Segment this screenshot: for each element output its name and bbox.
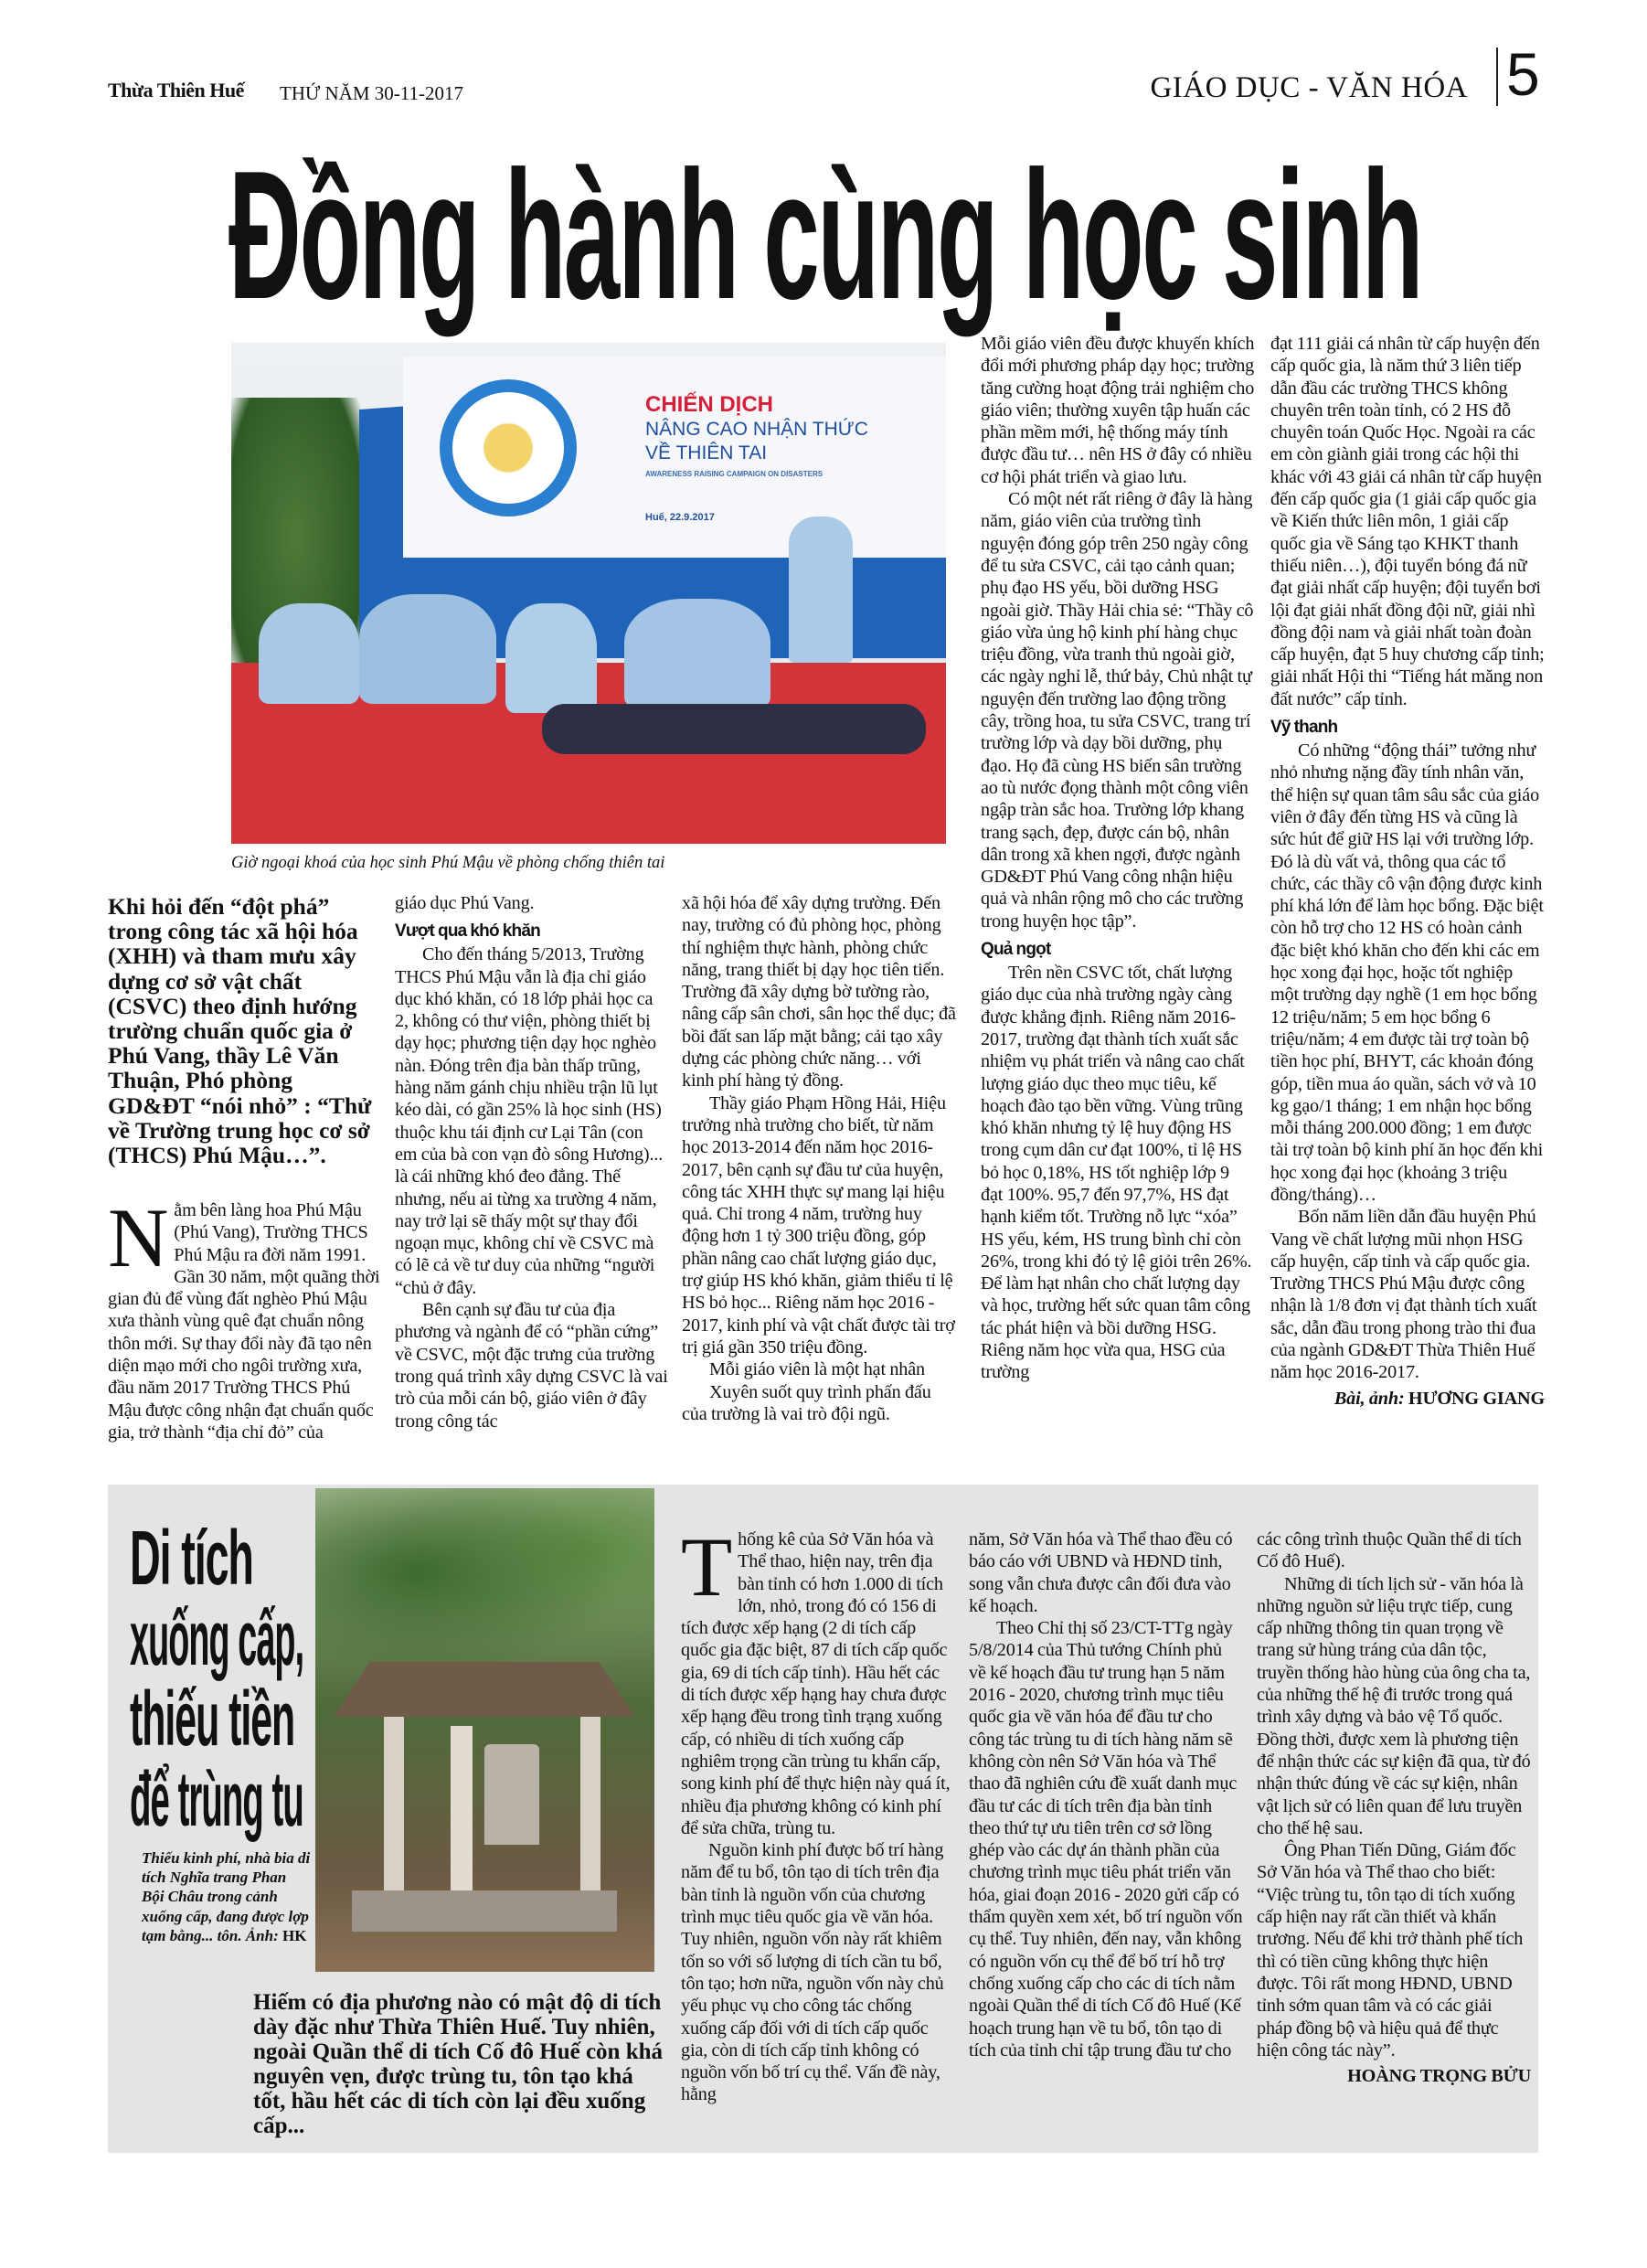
paragraph (682, 1358, 956, 1380)
paragraph (981, 488, 1255, 932)
paragraph (1270, 740, 1545, 1206)
paragraph-text: Bên cạnh sự đầu tư của địa phương và ngành để có “phần cứng” về CSVC, một đặc trưng của trường trong quá trình xây dựng CSVC là vai trò của mỗi cán bộ, giáo viên ở đây trong công tác (395, 1300, 668, 1432)
paragraph (981, 333, 1255, 488)
byline (1257, 2065, 1531, 2087)
paragraph-text: ằm bên làng hoa Phú Mậu (Phú Vang), Trường THCS Phú Mậu ra đời năm 1991. Gần 30 năm, một quãng thời gian đủ để vùng đất nghèo Phú Mậu xưa thành vùng quê đạt chuẩn nông thôn mới. Sự thay đổi này đã tạo nên diện mạo mới cho ngôi trường xưa, đầu năm 2017 Trường THCS Phú Mậu được công nhận đạt chuẩn quốc gia, trở thành “địa chỉ đỏ” của (108, 1200, 380, 1443)
byline (1270, 1388, 1545, 1410)
paragraph-text: Theo Chỉ thị số 23/CT-TTg ngày 5/8/2014 của Thủ tướng Chính phủ về kế hoạch đầu tư trung hạn 5 năm 2016 - 2020, chương trình mục tiêu quốc gia về văn hóa để đầu tư cho công tác trùng tu di tích hàng năm sẽ không còn nên Sở Văn hóa và Thể thao đã nghiên cứu đề xuất danh mục đầu tư các di tích trên địa bàn tỉnh theo thứ tự ưu tiên trên cơ sở lồng ghép vào các dự án thành phần của chương trình mục tiêu phát triển văn hóa, giai đoạn 2016 - 2020 gửi cấp có thẩm quyền xem xét, bố trí nguồn vốn cụ thể. Tuy nhiên, đến nay, vẫn không có nguồn vốn cụ thể để bố trí hỗ trợ chống xuống cấp cho các di tích nằm ngoài Quần thể di tích Cố đô Huế (Kế hoạch trung hạn về tu bổ, tôn tạo di tích của tỉnh chỉ tập trung đầu tư cho (969, 1618, 1243, 2060)
drop-cap: N (108, 1191, 169, 1284)
section-title: GIÁO DỤC - VĂN HÓA (1150, 71, 1468, 104)
paragraph-text: Cho đến tháng 5/2013, Trường THCS Phú Mậu vẫn là địa chỉ giáo dục khó khăn, có 18 lớp phải học ca 2, không có thư viện, phòng thiết bị dạy học; phương tiện dạy học nghèo nàn. Đóng trên địa bàn thấp trũng, hàng năm gánh chịu nhiều trận lũ lụt kéo dài, có gần 25% là học sinh (HS) thuộc khu tái định cư Lại Tân (con em của bà con vạn đò sông Hương)... là cái những khó đeo đẳng. Thế nhưng, nếu ai từng xa trường 4 năm, nay trở lại sẽ thấy một sự thay đổi ngoạn mục, không chỉ về CSVC mà có lẽ cả về tư duy của những “người “chủ ở đây. (395, 944, 664, 1298)
paragraph (1257, 1528, 1531, 1573)
article-lead: Khi hỏi đến “đột phá” trong công tác xã hội hóa (XHH) và tham mưu xây dựng cơ sở vật chất (CSVC) theo định hướng trường chuẩn quốc gia ở Phú Vang, thầy Lê Văn Thuận, Phó phòng GD&ĐT “nói nhỏ” : “Thử về Trường trung học cơ sở (THCS) Phú Mậu…”. (108, 893, 372, 1169)
paragraph (682, 1092, 956, 1359)
photo-banner-title: CHIẾN DỊCH (645, 392, 774, 417)
paragraph (682, 1381, 956, 1426)
paragraph (395, 943, 669, 1299)
article-column (395, 892, 669, 1432)
issue-date: THỨ NĂM 30-11-2017 (280, 82, 463, 104)
paragraph-text: Bốn năm liền dẫn đầu huyện Phú Vang về chất lượng mũi nhọn HSG cấp huyện, cấp tỉnh và cấp quốc gia. Trường THCS Phú Mậu được công nhận là 1/8 đơn vị đạt thành tích xuất sắc, dẫn đầu trong phong trào thi đua của ngành GD&ĐT Thừa Thiên Huế năm học 2016-2017. (1270, 1207, 1537, 1383)
paragraph-text: Có những “động thái” tưởng như nhỏ nhưng nặng đầy tính nhân văn, thể hiện sự quan tâm sâu sắc của giáo viên ở đây đến từng HS và cũng là sức hút để giữ HS lại với trường lớp. Đó là dù vất vả, thông qua các tổ chức, các thầy cô vận động được kinh phí khá lớn để làm học bổng. Đặc biệt còn hỗ trợ cho 12 HS có hoàn cảnh đặc biệt khó khăn cho đến khi các em học xong đại học, hoặc tốt nghiệp một trường dạy nghề (1 em học bổng 12 triệu/năm; 5 em học bổng 6 triệu/năm; 4 em được tài trợ toàn bộ tiền học phí, BHYT, các khoản đóng góp, tiền mua áo quần, sách vở và 10 kg gạo/1 tháng; 1 em nhận học bổng mỗi tháng 200.000 đồng; 1 em được tài trợ toàn bộ kinh phí ăn học đến khi học xong đại học (khoảng 3 triệu đồng/tháng)… (1270, 740, 1544, 1205)
paragraph (108, 1191, 382, 1443)
article-lead: Hiếm có địa phương nào có mật độ di tích dày đặc như Thừa Thiên Huế. Tuy nhiên, ngoài Quần thể di tích Cố đô Huế còn khá nguyên vẹn, được trùng tu, tôn tạo khá tốt, hầu hết các di tích còn lại đều xuống cấp... (253, 1990, 664, 2138)
photo-banner-date: Huế, 22.9.2017 (645, 512, 715, 523)
byline-author: HƯƠNG GIANG (1408, 1388, 1545, 1409)
article-column (1270, 333, 1545, 1410)
paragraph-text: Nguồn kinh phí được bố trí hàng năm để tu bổ, tôn tạo di tích trên địa bàn tỉnh là nguồn vốn của chương trình mục tiêu quốc gia về văn hóa. Tuy nhiên, nguồn vốn này rất khiêm tốn so với số lượng di tích cần tu bổ, tôn tạo; hơn nữa, nguồn vốn này chủ yếu phục vụ cho công tác chống xuống cấp đối với di tích cấp quốc gia, còn di tích cấp tỉnh không có nguồn vốn bố trí cụ thể. Vấn đề này, hằng (681, 1840, 944, 2105)
photo-banner-panel (403, 357, 946, 558)
paragraph-text: hống kê của Sở Văn hóa và Thể thao, hiện nay, trên địa bàn tỉnh có hơn 1.000 di tích lớn, nhỏ, trong đó có 156 di tích được xếp hạng (2 di tích cấp quốc gia đặc biệt, 87 di tích cấp quốc gia, 69 di tích cấp tỉnh). Hầu hết các di tích được xếp hạng hay chưa được xếp hạng đều trong tình trạng xuống cấp, có nhiều di tích xuống cấp nghiêm trọng cần trùng tu khẩn cấp, song kinh phí để thực hiện này quá ít, nhiều địa phương không có kinh phí để sửa chữa, trùng tu. (681, 1529, 951, 1838)
photo-student-lying (542, 704, 926, 754)
photo-pillar (451, 1726, 473, 1918)
photo-student (359, 594, 496, 704)
divider (1496, 48, 1498, 106)
photo-banner-english: AWARENESS RAISING CAMPAIGN ON DISASTERS (645, 470, 824, 478)
paragraph-text: giáo dục Phú Vang. (395, 893, 535, 913)
page-number: 5 (1506, 40, 1540, 108)
photo-platform (352, 1890, 617, 1932)
article-column (981, 333, 1255, 1384)
article-headline-line: xuống cấp, (130, 1595, 304, 1681)
photo-pillar (384, 1717, 404, 1900)
photo-banner-wheel (440, 379, 577, 516)
paragraph-text: Có một nét rất riêng ở đây là hàng năm, giáo viên của trường tình nguyện đóng góp trên 250 ngày công để tu sửa CSVC, cải tạo cảnh quan; phụ đạo HS yếu, bồi dưỡng HSG ngoài giờ. Thầy Hải chia sẻ: “Thầy cô giáo vừa ủng hộ kinh phí hàng chục triệu đồng, vừa tranh thủ ngoài giờ, các ngày nghỉ lễ, thứ bảy, Chủ nhật tự nguyện đến trường lao động trồng cây, trồng hoa, tu sửa CSVC, trang trí trường lớp và dạy bồi dưỡng, phụ đạo. Họ đã cùng HS biến sân trường ao tù nước đọng thành một công viên ngập tràn sắc hoa. Trường lớp khang trang sạch, đẹp, được cán bộ, nhân dân trong xã khen ngợi, được ngành GD&ĐT Phú Vang công nhận hiệu quả và nhân rộng mô cho các trường trong huyện học tập”. (981, 489, 1254, 932)
article-column (682, 892, 956, 1425)
drop-cap: T (681, 1520, 733, 1613)
caption-text: Thiếu kinh phí, nhà bia di tích Nghĩa trang Phan Bội Châu trong cảnh xuống cấp, đang được lợp tạm bằng... tôn. Ảnh: (142, 1849, 311, 1944)
photo-pillar (580, 1717, 600, 1890)
paragraph-text: các công trình thuộc Quần thể di tích Cố đô Huế). (1257, 1529, 1522, 1572)
paragraph (682, 892, 956, 1092)
photo-student (624, 599, 770, 708)
paragraph-text: năm, Sở Văn hóa và Thể thao đều có báo cáo với UBND và HĐND tỉnh, song vẫn chưa được cân đối đưa vào kế hoạch. (969, 1529, 1233, 1616)
byline-label: Bài, ảnh: (1334, 1388, 1405, 1409)
photo-student-standing (789, 516, 853, 663)
paragraph (1270, 333, 1545, 710)
paragraph-text: Trên nền CSVC tốt, chất lượng giáo dục của nhà trường ngày càng được khẳng định. Riêng năm 2016-2017, trường đạt thành tích xuất sắc nhiệm vụ phát triển và nâng cao chất lượng giáo dục theo mục tiêu, kế hoạch đào tạo bền vững. Vùng trũng khó khăn nhưng tỷ lệ huy động HS trong cụm dân cư đạt 100%, tỉ lệ HS bỏ học 0,18%, HS tốt nghiệp lớp 9 đạt 100%. 95,7 đến 97,7%, HS đạt hạnh kiểm tốt. Trường nỗ lực “xóa” HS yếu, kém, HS trung bình chỉ còn 26%, trong khi đó tỷ lệ giỏi trên 26%. Để làm hạt nhân cho chất lượng dạy và học, trường hết sức quan tâm công tác phát hiện và bồi dưỡng HSG. Riêng năm học vừa qua, HSG của trường (981, 963, 1252, 1383)
article-column (681, 1520, 955, 2106)
article-headline-line: Di tích (130, 1515, 253, 1601)
paragraph-text: Ông Phan Tiến Dũng, Giám đốc Sở Văn hóa và Thể thao cho biết: “Việc trùng tu, tôn tạo di tích xuống cấp hiện nay rất cần thiết và khẩn trương. Nếu để khi trở thành phế tích thì có tiền cũng không thực hiện được. Tôi rất mong HĐND, UBND tỉnh sớm quan tâm và có các giải pháp đồng bộ và hiệu quả để thực hiện công tác này”. (1257, 1840, 1524, 2060)
paragraph (981, 962, 1255, 1384)
article-photo-students (231, 343, 946, 844)
article-title: Đồng hành cùng học sinh (228, 133, 1422, 337)
subheading: Vỹ thanh (1270, 718, 1338, 738)
photo-student (505, 603, 597, 713)
photo-caption: Giờ ngoại khoá của học sinh Phú Mậu về phòng chống thiên tai (231, 854, 665, 872)
paragraph-text: Mỗi giáo viên là một hạt nhân (709, 1359, 925, 1380)
paragraph-text: xã hội hóa để xây dựng trường. Đến nay, trường có đủ phòng học, phòng thí nghiệm thực hành, phòng chức năng, trang thiết bị dạy học tiên tiến. Trường đã xây dựng bờ tường rào, nâng cấp sân chơi, sân học thể dục; đã bồi đất san lấp mặt bằng; cải tạo xây dựng các phòng chức năng… với kinh phí hàng tỷ đồng. (682, 893, 956, 1091)
paragraph-text: Xuyên suốt quy trình phấn đấu của trường là vai trò đội ngũ. (682, 1381, 931, 1424)
article-column (108, 1191, 382, 1443)
caption-credit: HK (282, 1926, 307, 1944)
photo-student (259, 603, 359, 704)
paragraph (681, 1839, 955, 2106)
article-headline-line: thiếu tiền (130, 1676, 295, 1762)
paragraph-text: Những di tích lịch sử - văn hóa là những nguồn sử liệu trực tiếp, cung cấp những thông tin quan trọng về trang sử hùng tráng của dân tộc, truyền thống hào hùng của ông cha ta, của những thế hệ đi trước trong quá trình xây dựng và bảo vệ Tổ quốc. Đồng thời, được xem là phương tiện để nhận thức các sự kiện đã qua, từ đó nhận thức đúng về các sự kiện, nhân vật lịch sử có liên quan để lưu truyền cho thế hệ sau. (1257, 1573, 1531, 1838)
paragraph (1257, 1573, 1531, 1840)
photo-banner-subtitle: NÂNG CAO NHẬN THỨC (645, 419, 868, 440)
subheading: Vượt qua khó khăn (395, 921, 540, 942)
paragraph (681, 1520, 955, 1839)
paragraph-text: đạt 111 giải cá nhân từ cấp huyện đến cấp quốc gia, là năm thứ 3 liên tiếp dẫn đầu các trường THCS không chuyên trên toàn tỉnh, có 2 HS đỗ chuyên toán Quốc Học. Ngoài ra các em còn giành giải trong các hội thi khác với 43 giải cá nhân từ cấp huyện đến cấp quốc gia (1 giải cấp quốc gia về Kiến thức liên môn, 1 giải cấp quốc gia về Sáng tạo KHKT thanh thiếu niên…), đội tuyển bóng đá nữ đạt giải nhất cấp huyện; đội tuyển bơi lội đạt giải nhất đồng đội nữ, giải nhì đồng đội nam và giải nhất toàn đoàn cấp huyện, đạt 5 huy chương cấp tỉnh; giải nhất Hội thi “Tiếng hát măng non đất nước” cấp tỉnh. (1270, 334, 1545, 709)
paragraph (1257, 1839, 1531, 2061)
paragraph (395, 1299, 669, 1432)
article-column (969, 1528, 1243, 2061)
paragraph (969, 1528, 1243, 1617)
subheading: Quả ngọt (981, 940, 1051, 960)
paragraph (395, 892, 669, 914)
photo-caption (142, 1848, 311, 1945)
byline-author: HOÀNG TRỌNG BỬU (1347, 2066, 1531, 2087)
photo-roof (334, 1662, 635, 1717)
paragraph (969, 1617, 1243, 2061)
paragraph-text: Mỗi giáo viên đều được khuyến khích đổi mới phương pháp dạy học; trường tăng cường hoạt động trải nghiệm cho giáo viên; thường xuyên tập huấn các phần mềm mới, hệ thống máy tính được đầu tư… nên HS ở đây có nhiều cơ hội phát triển và giao lưu. (981, 334, 1255, 487)
paragraph (1270, 1206, 1545, 1383)
paragraph-text: Thầy giáo Phạm Hồng Hải, Hiệu trưởng nhà trường cho biết, từ năm học 2013-2014 đến năm học 2016-2017, bên cạnh sự đầu tư của huyện, công tác XHH thực sự mang lại hiệu quả. Chỉ trong 4 năm, trường huy động hơn 1 tỷ 300 triệu đồng, góp phần nâng cao chất lượng giáo dục, trợ giúp HS khó khăn, giảm thiểu tỉ lệ HS bỏ học... Riêng năm học 2016 - 2017, kinh phí và vật chất được tài trợ trị giá gần 350 triệu đồng. (682, 1092, 955, 1358)
masthead: Thừa Thiên Huế (108, 79, 244, 101)
article-headline-line: để trùng tu (130, 1756, 303, 1842)
article-column (1257, 1528, 1531, 2087)
photo-stele (484, 1744, 539, 1845)
photo-banner-subtitle-2: VỀ THIÊN TAI (645, 442, 768, 463)
article-photo-monument (315, 1488, 654, 1972)
